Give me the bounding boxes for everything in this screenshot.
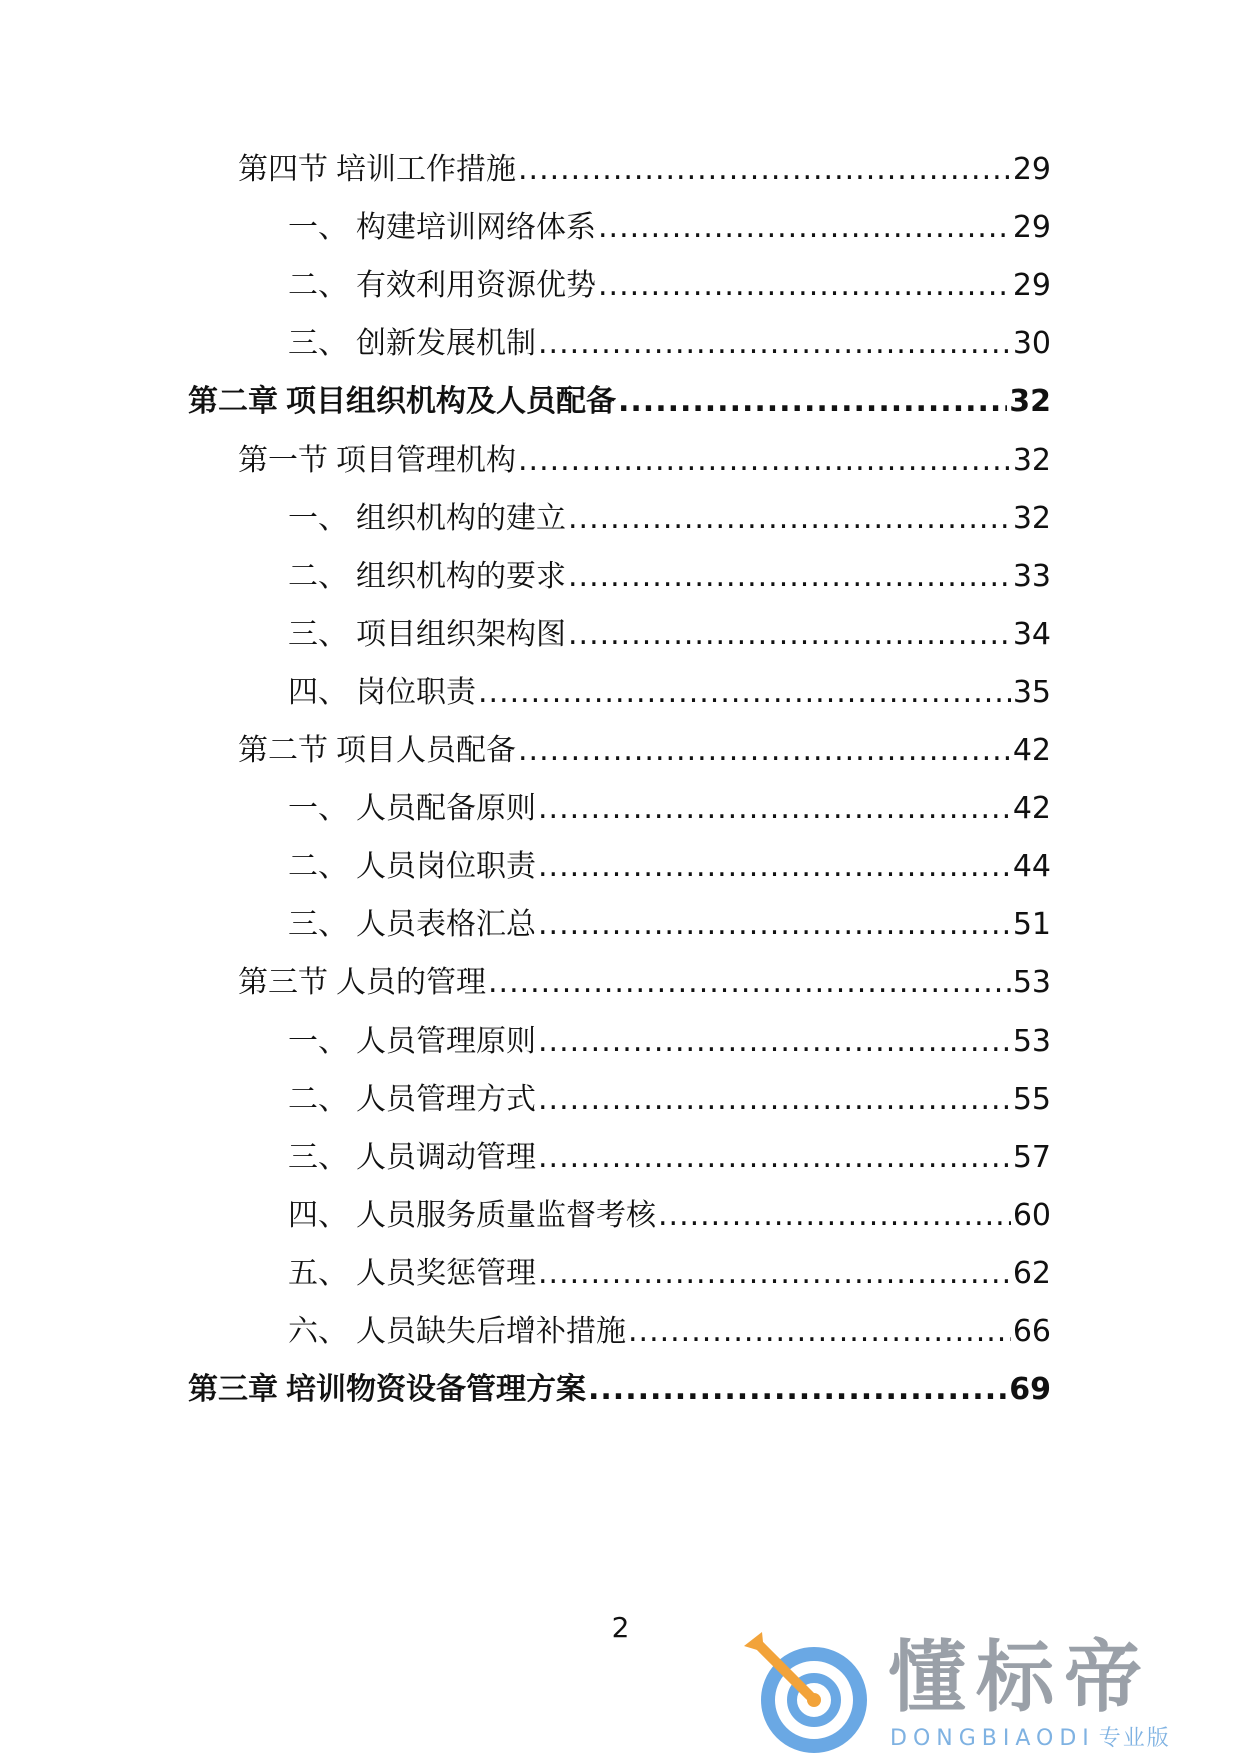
toc-dot-leader [618,380,1007,424]
toc-entry-number: 六、 [288,1314,348,1349]
toc-entry-text: 人员调动管理 [356,1140,536,1175]
toc-entry[interactable] [288,1310,1051,1354]
toc-entry-page: 53 [1012,965,1051,1000]
toc-entry-title [288,1078,536,1122]
toc-dot-leader [658,1194,1011,1238]
toc-entry-title [188,380,616,424]
watermark-pinyin: DONGBIAODI [890,1726,1095,1751]
watermark-brand-name: 懂标帝 [888,1633,1153,1723]
toc-dot-leader [538,787,1011,831]
toc-entry-text: 项目组织架构图 [356,617,566,652]
toc-entry-page: 53 [1012,1024,1051,1059]
toc-entry-title [238,439,516,483]
toc-entry[interactable] [288,845,1051,889]
toc-entry[interactable] [288,1252,1051,1296]
toc-dot-leader [568,497,1011,541]
toc-entry-number: 五、 [288,1256,348,1291]
toc-entry[interactable] [288,671,1051,715]
toc-entry-number: 一、 [288,501,348,536]
toc-entry-page: 30 [1012,326,1051,361]
toc-entry[interactable] [238,439,1051,483]
toc-entry-title [288,497,566,541]
toc-entry-text: 人员管理原则 [356,1024,536,1059]
watermark-logo [740,1630,1240,1754]
toc-dot-leader [538,845,1011,889]
toc-entry-text: 项目组织机构及人员配备 [286,384,616,419]
toc-entry-page: 55 [1012,1082,1051,1117]
toc-entry[interactable] [288,613,1051,657]
toc-entry[interactable] [288,1136,1051,1180]
toc-entry-number: 一、 [288,1024,348,1059]
toc-entry-number: 第二章 [188,384,278,419]
toc-entry-text: 项目管理机构 [336,443,516,478]
toc-entry-title [288,264,596,308]
toc-entry-number: 二、 [288,268,348,303]
toc-entry-page: 69 [1009,1372,1051,1407]
toc-entry-text: 项目人员配备 [336,733,516,768]
toc-dot-leader [568,555,1011,599]
toc-entry-number: 三、 [288,617,348,652]
toc-entry-number: 第二节 [238,733,328,768]
toc-entry-page: 32 [1012,501,1051,536]
toc-dot-leader [538,1136,1011,1180]
toc-dot-leader [518,729,1011,773]
toc-entry-title [288,613,566,657]
toc-entry-title [288,1252,536,1296]
toc-entry-page: 44 [1012,849,1051,884]
toc-entry-page: 34 [1012,617,1051,652]
toc-entry-page: 33 [1012,559,1051,594]
toc-entry-page: 42 [1012,791,1051,826]
toc-entry-title [288,1136,536,1180]
toc-entry-title [238,148,516,192]
toc-dot-leader [488,961,1011,1005]
toc-dot-leader [598,206,1011,250]
toc-entry[interactable] [238,148,1051,192]
toc-entry-title [288,903,536,947]
toc-entry-text: 岗位职责 [356,675,476,710]
toc-entry-number: 一、 [288,210,348,245]
toc-entry-page: 60 [1012,1198,1051,1233]
toc-entry-number: 二、 [288,1082,348,1117]
toc-entry-title [288,1310,626,1354]
toc-entry[interactable] [288,322,1051,366]
toc-entry-text: 人员岗位职责 [356,849,536,884]
toc-entry-number: 一、 [288,791,348,826]
toc-entry-text: 有效利用资源优势 [356,268,596,303]
toc-dot-leader [598,264,1011,308]
toc-entry-text: 创新发展机制 [356,326,536,361]
toc-entry-page: 51 [1012,907,1051,942]
toc-entry-number: 三、 [288,326,348,361]
toc-entry-text: 构建培训网络体系 [356,210,596,245]
toc-entry[interactable] [238,729,1051,773]
toc-entry-text: 人员服务质量监督考核 [356,1198,656,1233]
toc-entry-page: 42 [1012,733,1051,768]
toc-entry[interactable] [288,1020,1051,1064]
toc-entry-title [238,729,516,773]
toc-entry-title [288,787,536,831]
toc-dot-leader [518,439,1011,483]
toc-dot-leader [588,1368,1007,1412]
toc-entry-number: 第四节 [238,152,328,187]
toc-entry-number: 第一节 [238,443,328,478]
toc-entry[interactable] [288,787,1051,831]
toc-dot-leader [628,1310,1011,1354]
toc-entry-page: 66 [1012,1314,1051,1349]
toc-entry-number: 三、 [288,907,348,942]
toc-entry-page: 35 [1012,675,1051,710]
toc-entry[interactable] [288,264,1051,308]
toc-entry-text: 人员配备原则 [356,791,536,826]
toc-entry-page: 29 [1012,268,1051,303]
toc-dot-leader [538,322,1011,366]
target-arrow-icon [740,1630,870,1754]
toc-dot-leader [538,1078,1011,1122]
toc-entry-number: 第三章 [188,1372,278,1407]
toc-entry-page: 32 [1012,443,1051,478]
toc-entry-title [188,1368,586,1412]
toc-entry-text: 人员的管理 [336,965,486,1000]
toc-entry-text: 人员表格汇总 [356,907,536,942]
toc-dot-leader [538,1020,1011,1064]
toc-entry-number: 四、 [288,1198,348,1233]
toc-entry-page: 32 [1009,384,1051,419]
toc-entry-title [288,1020,536,1064]
toc-entry-text: 人员缺失后增补措施 [356,1314,626,1349]
toc-entry-text: 培训工作措施 [336,152,516,187]
toc-entry-number: 四、 [288,675,348,710]
toc-entry[interactable] [188,380,1051,424]
watermark-subtitle [890,1726,1171,1752]
toc-entry-page: 62 [1012,1256,1051,1291]
toc-entry-title [238,961,486,1005]
toc-entry-number: 二、 [288,849,348,884]
toc-entry-text: 组织机构的建立 [356,501,566,536]
toc-entry-page: 57 [1012,1140,1051,1175]
toc-entry[interactable] [288,206,1051,250]
toc-entry[interactable] [288,903,1051,947]
toc-entry-title [288,206,596,250]
toc-entry-number: 第三节 [238,965,328,1000]
toc-entry-text: 组织机构的要求 [356,559,566,594]
toc-dot-leader [568,613,1011,657]
toc-dot-leader [518,148,1011,192]
watermark-edition: 专业版 [1098,1726,1171,1751]
toc-entry-text: 人员奖惩管理 [356,1256,536,1291]
toc-entry-page: 29 [1012,152,1051,187]
toc-entry[interactable] [288,1194,1051,1238]
toc-entry[interactable] [288,555,1051,599]
toc-entry[interactable] [188,1368,1051,1412]
toc-dot-leader [478,671,1011,715]
toc-dot-leader [538,903,1011,947]
toc-entry-title [288,671,476,715]
toc-entry-number: 二、 [288,559,348,594]
toc-entry-text: 人员管理方式 [356,1082,536,1117]
toc-entry[interactable] [288,1078,1051,1122]
toc-entry-text: 培训物资设备管理方案 [286,1372,586,1407]
toc-entry-number: 三、 [288,1140,348,1175]
toc-entry-page: 29 [1012,210,1051,245]
toc-entry-title [288,322,536,366]
toc-entry[interactable] [288,497,1051,541]
toc-entry-title [288,845,536,889]
toc-entry-title [288,555,566,599]
toc-entry[interactable] [238,961,1051,1005]
toc-entry-title [288,1194,656,1238]
toc-dot-leader [538,1252,1011,1296]
page-number: 2 [611,1611,630,1644]
